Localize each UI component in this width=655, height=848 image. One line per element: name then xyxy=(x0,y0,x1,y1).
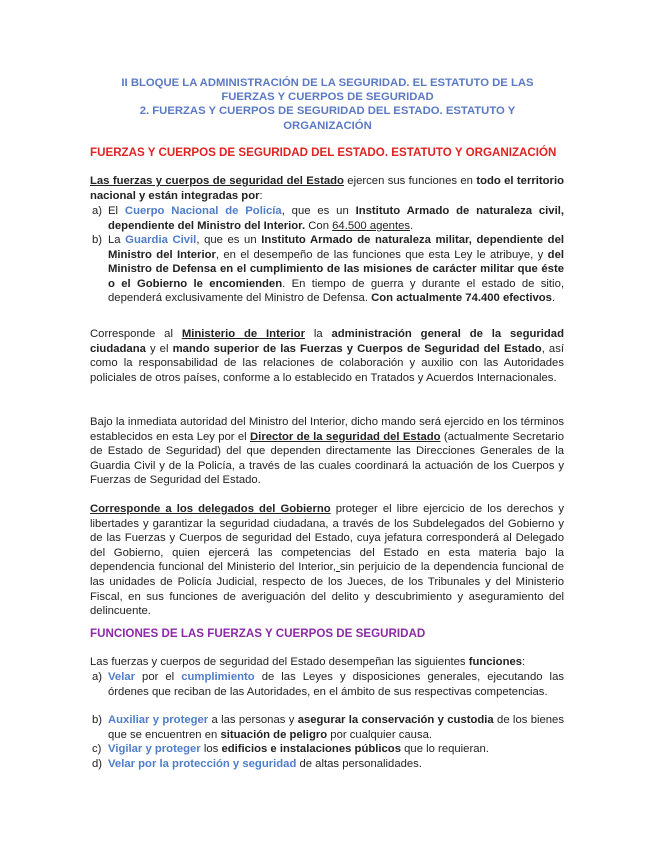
text-run: Auxiliar y proteger xyxy=(108,714,209,726)
list-marker: c) xyxy=(92,743,102,755)
text-run: asegurar la conservación y custodia xyxy=(297,714,494,726)
text-run: Instituto Armado de naturaleza civil, dependiente del Ministro del Interior. xyxy=(108,205,564,232)
text-run: cumplimiento xyxy=(181,671,255,683)
document-header xyxy=(100,76,555,133)
text-run: proteger el libre ejercicio de los derechos y libertades y garantizar la seguridad ciudadana, a través de los Subdelegados del Gobierno y de las Fuerzas y Cuerpos de seguridad del Estado, cuya jefatura corresponderá al Delegado del Gobierno, quien ejercerá las competencias del Estado en esta materia bajo la dependencia funcional del Ministerio del Interior, xyxy=(90,503,564,574)
text-run: Cuerpo Nacional de Policía xyxy=(124,205,282,217)
paragraph-funciones-intro xyxy=(90,655,564,670)
paragraph-delegados xyxy=(90,502,564,619)
text-run: todo el territorio nacional y están integradas por xyxy=(90,175,564,202)
text-run: Director de la seguridad del Estado xyxy=(250,430,441,443)
text-run: por el xyxy=(135,671,182,683)
text-run: 64.500 agentes xyxy=(332,219,411,232)
header-line-3: 2. FUERZAS Y CUERPOS DE SEGURIDAD DEL ESTADO. ESTATUTO Y xyxy=(139,105,516,118)
text-run: . xyxy=(410,219,414,232)
text-run: : xyxy=(259,189,263,202)
text-run: , que es un xyxy=(281,205,356,217)
text-run: . xyxy=(551,292,556,305)
text-run: El xyxy=(108,205,125,217)
paragraph-director xyxy=(90,415,564,488)
text-run: Las fuerzas y cuerpos de seguridad del Estado xyxy=(90,175,344,187)
text-run: , así como la responsabilidad de las relaciones de colaboración y auxilio con las Autoridades policiales de otros países, conforme a lo establecido en Tratados y Acuerdos Internacionales. xyxy=(90,342,564,384)
text-run: . En tiempo de guerra y durante el estado de sitio, dependerá exclusivamente del Ministro de Defensa. xyxy=(108,277,564,305)
list-item-velar-cumplimiento xyxy=(92,670,564,699)
text-run: , que es un xyxy=(196,234,262,246)
list-marker: a) xyxy=(92,671,103,683)
text-run: del Ministro de Defensa en el cumplimiento de las misiones de carácter militar que éste o el Gobierno le encomienden xyxy=(108,248,564,290)
text-run: Las fuerzas y cuerpos de seguridad del Estado desempeñan las siguientes xyxy=(90,656,469,668)
text-run: Velar xyxy=(108,671,136,683)
text-run: Bajo la inmediata autoridad del Ministro del Interior, dicho mando será ejercido en los términos establecidos en esta Ley por el xyxy=(90,416,564,443)
text-run: funciones xyxy=(468,656,523,668)
text-run: (actualmente Secretario de Estado de Seguridad) del que dependen directamente las Direcciones Generales de la Guardia Civil y de la Policía, a través de las cuales coordinará la actuación de los Cuerpos y Fuerzas de Seguridad del Estado. xyxy=(90,430,564,487)
text-run: administración general de la seguridad ciudadana xyxy=(90,328,564,355)
text-run: Corresponde a los delegados del Gobierno xyxy=(90,503,331,515)
header-line-2: FUERZAS Y CUERPOS DE SEGURIDAD xyxy=(221,91,434,104)
list-marker: a) xyxy=(92,205,103,217)
text-run: sin perjuicio de la dependencia funcional de las unidades de Policía Judicial, respecto de los Jueces, de los Tribunales y del Ministerio Fiscal, en sus funciones de averiguación del delito y descubrimiento y aseguramiento del delincuente. xyxy=(90,561,565,618)
text-run: mando superior de las Fuerzas y Cuerpos de Seguridad del Estado xyxy=(172,342,542,355)
text-run: Con xyxy=(305,219,333,232)
text-run: Con actualmente 74.400 efectivos xyxy=(371,292,552,305)
paragraph-ministerio xyxy=(90,327,564,385)
text-run: los xyxy=(200,743,222,755)
section-title-estatuto: FUERZAS Y CUERPOS DE SEGURIDAD DEL ESTADO. ESTATUTO Y ORGANIZACIÓN xyxy=(90,146,557,159)
text-run: de los bienes que se encuentren en xyxy=(108,714,564,741)
text-run: Instituto Armado de naturaleza militar, dependiente del Ministro del Interior xyxy=(108,234,564,261)
list-marker: b) xyxy=(92,234,103,246)
list-marker: b) xyxy=(92,714,103,726)
list-item-cuerpo-nacional xyxy=(92,204,564,233)
list-item-auxiliar-proteger xyxy=(92,713,564,742)
text-run: que lo requieran. xyxy=(401,743,489,755)
list-item-guardia-civil xyxy=(92,233,564,306)
list-item-vigilar-proteger xyxy=(92,742,564,757)
list-marker: d) xyxy=(92,758,103,770)
text-run: , en el desempeño de las funciones que esta Ley le atribuye, y xyxy=(215,248,548,261)
text-run: Ministerio de Interior xyxy=(181,328,305,340)
section-title-funciones: FUNCIONES DE LAS FUERZAS Y CUERPOS DE SEGURIDAD xyxy=(90,627,426,640)
text-run: y el xyxy=(145,342,173,355)
header-line-1: II BLOQUE LA ADMINISTRACIÓN DE LA SEGURIDAD. EL ESTATUTO DE LAS xyxy=(121,77,534,89)
text-run: de altas personalidades. xyxy=(296,758,422,770)
text-run: edificios e instalaciones públicos xyxy=(221,743,401,755)
text-run: a las personas y xyxy=(208,714,298,726)
text-run: La xyxy=(108,234,126,246)
text-run: Velar por la protección y seguridad xyxy=(108,758,297,770)
list-item-velar-proteccion xyxy=(92,757,564,772)
header-line-4: ORGANIZACIÓN xyxy=(283,119,372,132)
text-run: por cualquier causa. xyxy=(327,728,433,741)
text-run: situación de peligro xyxy=(220,728,328,741)
text-run: Vigilar y proteger xyxy=(108,743,201,755)
text-run: : xyxy=(522,656,526,668)
text-run: ejercen sus funciones en xyxy=(343,175,477,187)
text-run: Guardia Civil xyxy=(125,234,197,246)
text-run: Corresponde al xyxy=(90,328,182,340)
paragraph-intro xyxy=(90,174,564,203)
text-run: la xyxy=(304,328,332,340)
text-run: de las Leyes y disposiciones generales, ejecutando las órdenes que reciban de las Autoridades, en el ámbito de sus respectivas competencias. xyxy=(108,671,564,698)
